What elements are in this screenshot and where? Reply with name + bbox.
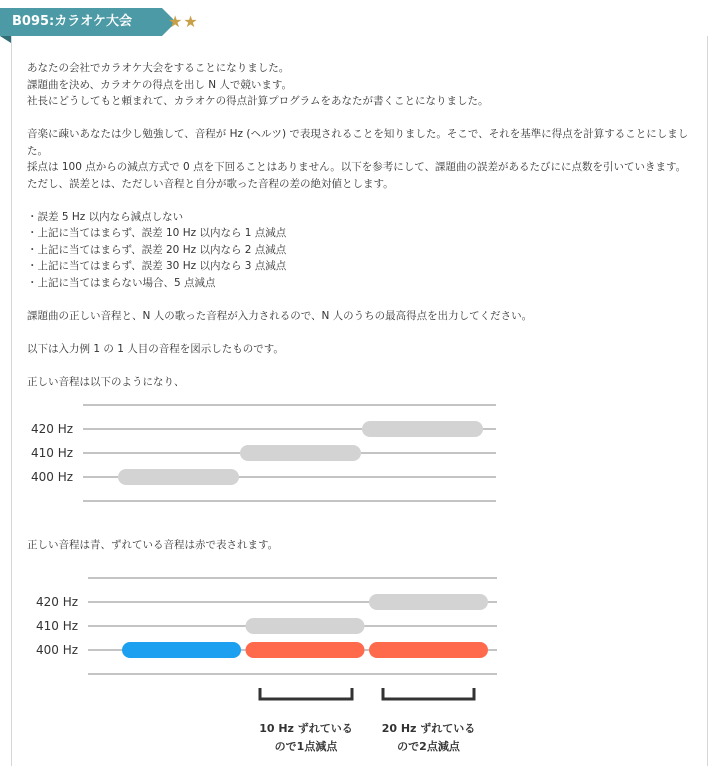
figure-intro-line: 以下は入力例 1 の 1 人目の音程を図示したものです。: [27, 342, 284, 355]
intro-line: 課題曲を決め、カラオケの得点を出し N 人で競います。: [27, 78, 293, 91]
note-bar: [369, 594, 488, 610]
rule-item: ・誤差 5 Hz 以内なら減点しない: [27, 210, 184, 223]
pitch-label: 420 Hz: [36, 595, 79, 609]
note-bar: [246, 642, 365, 658]
figure1-pitch-diagram: [31, 405, 496, 501]
intro-line: あなたの会社でカラオケ大会をすることになりました。: [27, 62, 290, 74]
explain-line: た。: [27, 144, 48, 157]
rule-item: ・上記に当てはまらず、誤差 10 Hz 以内なら 1 点減点: [27, 227, 287, 239]
pitch-label: 400 Hz: [31, 470, 74, 484]
note-bar: [369, 642, 488, 658]
rule-item: ・上記に当てはまらない場合、5 点減点: [27, 276, 216, 289]
intro-line: 社長にどうしてもと頼まれて、カラオケの得点計算プログラムをあなたが書くことになりました。: [27, 95, 489, 107]
pitch-label: 410 Hz: [31, 446, 74, 460]
difficulty-stars-icon: ★★: [168, 12, 199, 31]
error-annotation: 20 Hz ずれている: [381, 722, 476, 735]
figure2-caption: 正しい音程は青、ずれている音程は赤で表されます。: [27, 539, 279, 551]
explain-line: 採点は 100 点からの減点方式で 0 点を下回ることはありません。以下を参考にして、課題曲の誤差があるたびにに点数を引いていきます。: [27, 161, 687, 173]
figure2-pitch-diagram: [36, 578, 497, 753]
problem-title: B095:カラオケ大会: [0, 8, 162, 36]
note-bar: [118, 469, 239, 485]
error-annotation: ので2点減点: [397, 740, 460, 753]
pitch-label: 410 Hz: [36, 619, 79, 633]
note-bar: [240, 445, 361, 461]
rule-item: ・上記に当てはまらず、誤差 20 Hz 以内なら 2 点減点: [27, 243, 287, 256]
note-bar: [246, 618, 365, 634]
explain-line: 音楽に疎いあなたは少し勉強して、音程が Hz (ヘルツ) で表現されることを知りました。そこで、それを基準に得点を計算することにしまし: [27, 128, 689, 140]
error-bracket: [383, 688, 474, 699]
error-annotation: ので1点減点: [274, 740, 338, 753]
note-bar: [122, 642, 241, 658]
error-bracket: [260, 688, 352, 699]
note-bar: [362, 421, 483, 437]
figure1-caption: 正しい音程は以下のようになり、: [27, 375, 185, 388]
error-annotation: 10 Hz ずれている: [259, 722, 353, 735]
pitch-label: 420 Hz: [31, 422, 74, 436]
pitch-label: 400 Hz: [36, 643, 79, 657]
task-line: 課題曲の正しい音程と、N 人の歌った音程が入力されるので、N 人のうちの最高得点を出力してください。: [27, 309, 533, 322]
explain-line: ただし、誤差とは、ただしい音程と自分が歌った音程の差の絶対値とします。: [27, 177, 394, 190]
rule-item: ・上記に当てはまらず、誤差 30 Hz 以内なら 3 点減点: [27, 260, 287, 272]
